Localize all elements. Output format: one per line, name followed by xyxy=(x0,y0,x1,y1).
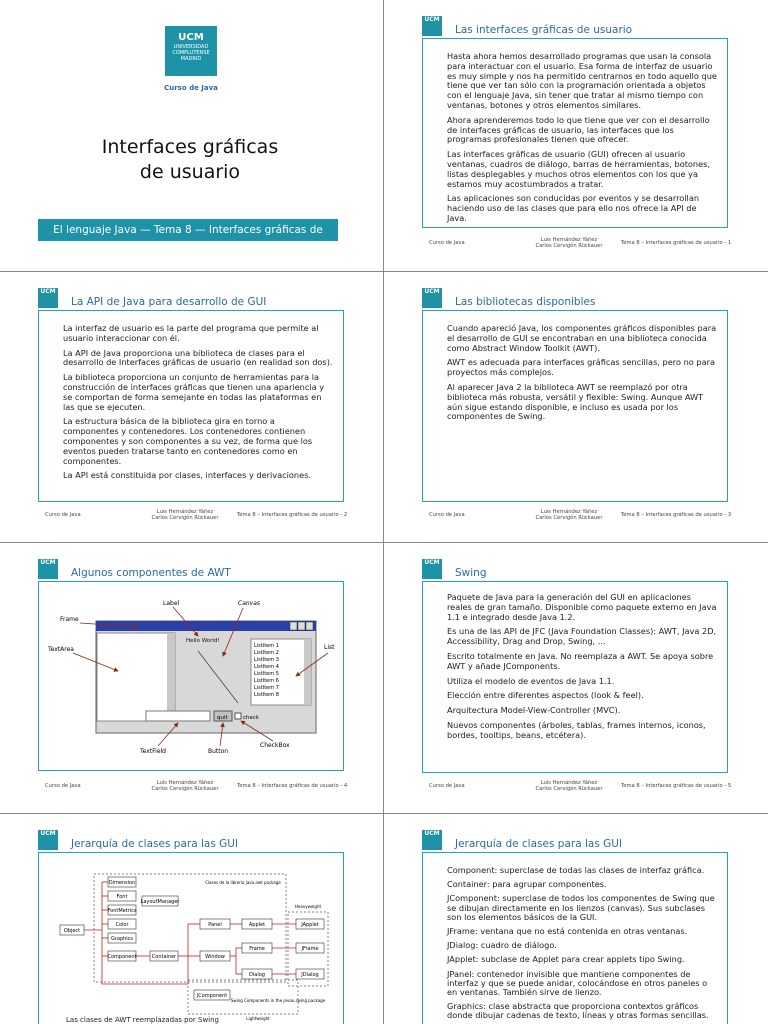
awt-note: Clases de la librería java.awt package xyxy=(205,880,281,885)
slide-text xyxy=(63,324,333,486)
footer-authors xyxy=(524,780,614,792)
slide-title: Jerarquía de clases para las GUI xyxy=(71,838,239,850)
slide-text xyxy=(447,866,717,1024)
paragraph: Paquete de Java para la generación del GUI en aplicaciones reales de gran tamaño. Disponible como paquete externo en Java 1.1 e integrado desde Java 1.2. xyxy=(447,592,717,622)
node-container xyxy=(150,951,178,961)
topic-banner: El lenguaje Java — Tema 8 — Interfaces gráficas de usuario xyxy=(38,219,338,241)
heavyweight-note: Heavyweight xyxy=(294,904,322,909)
ucm-logo xyxy=(422,559,442,579)
textfield-callout: TextField xyxy=(140,748,166,755)
node-label: Object xyxy=(63,928,81,934)
paragraph: Escrito totalmente en Java. No reemplaza a AWT. Se apoya sobre AWT y añade JComponents. xyxy=(447,650,714,671)
list-scrollbar xyxy=(304,639,311,705)
slide-text xyxy=(447,324,717,427)
list-item: ListItem 7 xyxy=(254,685,279,691)
paragraph: Utiliza el modelo de eventos de Java 1.1. xyxy=(447,675,615,686)
textarea-scrollbar xyxy=(167,633,175,721)
paragraph: Graphics: clase abstracta que proporciona contextos gráficos donde dibujar cadenas de texto, líneas y otras formas sencillas. xyxy=(447,1001,709,1021)
author: Carlos Cervigón Rückauer xyxy=(151,515,219,521)
check-label: check xyxy=(243,715,260,721)
slide-title: Algunos componentes de AWT xyxy=(71,567,231,579)
author: Luis Hernández Yáñez xyxy=(540,509,598,515)
author: Luis Hernández Yáñez xyxy=(156,509,214,515)
logo-text: UCM xyxy=(424,830,440,837)
ucm-logo xyxy=(38,559,58,579)
slide-interfaces xyxy=(384,0,766,270)
node-dimension xyxy=(108,877,136,887)
paragraph: Container: para agrupar componentes. xyxy=(447,879,607,890)
footer-page xyxy=(621,240,731,246)
ucm-logo xyxy=(38,288,58,308)
node-label: LayoutManager xyxy=(140,899,180,905)
list-items xyxy=(254,643,279,698)
page-number: 2 xyxy=(343,512,348,518)
logo-text: UCM xyxy=(424,288,440,295)
node-label: Graphics xyxy=(110,936,134,942)
ucm-logo xyxy=(165,26,217,76)
node-label: JComponent xyxy=(196,993,228,999)
slide-title: La API de Java para desarrollo de GUI xyxy=(71,296,267,308)
node-label: Dimension xyxy=(108,880,136,886)
paragraph: La estructura básica de la biblioteca gira en torno a componentes y contenedores. Los contenedores contienen componentes y son componentes a su vez, de forma que los eventos pueden tratarse tanto en contenedores como en componentes. xyxy=(63,416,313,466)
footer-authors xyxy=(524,237,614,249)
node-label: Dialog xyxy=(249,972,265,978)
paragraph: JApplet: subclase de Applet para crear applets tipo Swing. xyxy=(447,954,685,965)
node-color xyxy=(108,919,136,929)
label-callout: Label xyxy=(163,600,180,607)
slide-libraries xyxy=(384,272,766,542)
paragraph: La biblioteca proporciona un conjunto de herramientas para la construcción de interfaces gráficas que tienen una apariencia y se comportan de forma semejante en todas las plataformas en las que se ejecuten. xyxy=(63,372,325,412)
node-font xyxy=(108,891,136,901)
node-fontmetrics xyxy=(107,905,136,915)
paragraph: Ahora aprenderemos todo lo que tiene que ver con el desarrollo de interfaces gráficas de usuario, las interfaces que los programas profesionales tienen que ofrecer. xyxy=(447,114,710,145)
swing-note: Swing Components in the javax.swing package xyxy=(230,998,326,1003)
paragraph: Component: superclase de todas las clases de interfaz gráfica. xyxy=(447,865,705,875)
node-label: Component xyxy=(107,954,137,960)
node-jframe xyxy=(296,943,324,953)
node-window xyxy=(200,951,230,961)
footer-topic: Tema 8 – Interfaces gráficas de usuario - xyxy=(621,783,728,789)
paragraph: Arquitectura Model-View-Controller (MVC). xyxy=(447,705,621,716)
slide-swing xyxy=(384,543,766,813)
paragraph: JPanel: contenedor invisible que mantiene componentes de interfaz y que se puede anidar, colocándose en otros paneles o en ventanas. También sirve de lienzo. xyxy=(447,968,708,998)
node-frame xyxy=(242,943,272,953)
page-number: 3 xyxy=(727,512,732,518)
node-graphics xyxy=(108,933,136,943)
slide-title: Jerarquía de clases para las GUI xyxy=(455,838,623,850)
node-label: Font xyxy=(116,894,128,900)
node-label: Color xyxy=(115,922,129,928)
list-item: ListItem 1 xyxy=(254,643,279,649)
main-title xyxy=(40,135,340,185)
node-panel xyxy=(200,919,230,929)
paragraph: Hasta ahora hemos desarrollado programas que usan la consola para interactuar con el usuario. Esa forma de interfaz de usuario es muy simple y nos ha permitido centrarnos en todo aquello que tiene que ver tan sólo con la programación orientada a objetos con el lenguaje Java, sin tener que tratar al mismo tiempo con ventanas, botones y otros elementos similares. xyxy=(447,51,717,110)
node-label: Panel xyxy=(208,922,222,928)
node-object xyxy=(60,925,84,935)
logo-subtext: UNIVERSIDAD COMPLUTENSE MADRID xyxy=(172,44,210,62)
node-jcomponent xyxy=(194,990,230,1000)
node-layoutmanager xyxy=(141,896,181,906)
node-label: Frame xyxy=(249,946,265,952)
footer-authors xyxy=(140,780,230,792)
list-item: ListItem 3 xyxy=(254,657,279,663)
footer-page xyxy=(237,512,347,518)
paragraph: Es una de las API de JFC (Java Foundation Classes): AWT, Java 2D, Accessibility, Drag and Drop, Swing, ... xyxy=(447,626,717,647)
close-icon xyxy=(306,622,313,630)
list-item: ListItem 4 xyxy=(254,664,279,670)
slide-text xyxy=(447,593,717,746)
paragraph: Las interfaces gráficas de usuario (GUI) ofrecen al usuario ventanas, cuadros de diálogo, barras de herramientas, botones, listas desplegables y muchos otros elementos con los que ya estamos muy acostumbrados a tratar. xyxy=(447,149,711,189)
lightweight-note: Lightweight xyxy=(246,1016,270,1021)
paragraph: Las aplicaciones son conducidas por eventos y se desarrollan haciendo uso de las clases que para ello nos ofrece la API de Java. xyxy=(447,193,700,223)
footer-course: Curso de Java xyxy=(429,240,465,246)
paragraph: La API de Java proporciona una biblioteca de clases para el desarrollo de Interfaces gráficas de usuario (en realidad son dos). xyxy=(63,347,333,368)
title-line-1: Interfaces gráficas xyxy=(101,136,279,158)
list-callout: List xyxy=(324,644,335,651)
footer-page xyxy=(621,783,731,789)
frame-callout: Frame xyxy=(60,616,79,623)
node-label: FontMetrics xyxy=(107,908,137,914)
textarea-widget xyxy=(97,633,175,721)
class-nodes xyxy=(60,877,324,1000)
footer-page xyxy=(237,783,347,789)
paragraph: La API está constituida por clases, interfaces y derivaciones. xyxy=(63,470,312,481)
canvas-callout: Canvas xyxy=(238,600,261,607)
page-number: 4 xyxy=(343,783,348,789)
slide-title: Swing xyxy=(455,567,487,579)
slide-title xyxy=(0,0,382,270)
author: Luis Hernández Yáñez xyxy=(540,780,598,786)
title-line-2: de usuario xyxy=(139,161,241,183)
list-item: ListItem 2 xyxy=(254,650,279,656)
logo-text: UCM xyxy=(424,559,440,566)
author: Carlos Cervigón Rückauer xyxy=(535,786,603,792)
page-number: 1 xyxy=(727,240,732,246)
slide-hierarchy-text xyxy=(384,814,766,1024)
page-number: 5 xyxy=(727,783,732,789)
node-label: Container xyxy=(151,954,177,960)
paragraph: JFrame: ventana que no está contenida en otras ventanas. xyxy=(447,926,688,937)
hierarchy-diagram xyxy=(38,852,344,1024)
paragraph: JDialog: cuadro de diálogo. xyxy=(447,940,557,951)
quit-label: quit xyxy=(217,715,228,721)
checkbox-widget xyxy=(235,713,241,719)
logo-text: UCM xyxy=(40,559,56,566)
logo-text: UCM xyxy=(424,16,440,23)
ucm-logo xyxy=(422,830,442,850)
ucm-logo xyxy=(422,288,442,308)
author: Carlos Cervigón Rückauer xyxy=(535,515,603,521)
paragraph: La interfaz de usuario es la parte del programa que permite al usuario interaccionar con él. xyxy=(63,323,319,343)
author: Carlos Cervigón Rückauer xyxy=(151,786,219,792)
minimize-icon xyxy=(290,622,297,630)
textarea-callout: TextArea xyxy=(48,646,74,653)
footer-authors xyxy=(140,509,230,521)
node-japplet xyxy=(296,919,324,929)
awt-diagram xyxy=(38,581,344,771)
slide-hierarchy-diagram xyxy=(0,814,382,1024)
hello-label: Hello World! xyxy=(186,638,220,644)
footer-course: Curso de Java xyxy=(429,783,465,789)
footer-course: Curso de Java xyxy=(45,512,81,518)
ucm-logo xyxy=(422,16,442,36)
node-label: Applet xyxy=(248,922,266,928)
slide-title: Las bibliotecas disponibles xyxy=(455,296,596,308)
footer-topic: Tema 8 – Interfaces gráficas de usuario - xyxy=(621,512,728,518)
author: Luis Hernández Yáñez xyxy=(540,237,598,243)
list-item: ListItem 6 xyxy=(254,678,279,684)
paragraph: Elección entre diferentes aspectos (look & feel). xyxy=(447,690,644,701)
footer-authors xyxy=(524,509,614,521)
paragraph: AWT es adecuada para interfaces gráficas sencillas, pero no para proyectos más complejos. xyxy=(447,357,715,378)
textfield-widget xyxy=(146,711,210,721)
ucm-logo xyxy=(38,830,58,850)
paragraph: Al aparecer Java 2 la biblioteca AWT se reemplazó por otra biblioteca más robusta, versátil y flexible: Swing. Aunque AWT aún sigue estando disponible, e incluso es usada por los componentes de Swing. xyxy=(447,381,704,422)
node-jdialog xyxy=(296,969,324,979)
paragraph: Cuando apareció Java, los componentes gráficos disponibles para el desarrollo de GUI se encontraban en una biblioteca conocida como Abstract Window Toolkit (AWT). xyxy=(447,323,717,353)
course-label: Curso de Java xyxy=(164,84,218,92)
slide-text xyxy=(447,52,717,229)
slide-awt-components xyxy=(0,543,382,813)
logo-text: UCM xyxy=(40,830,56,837)
slide-title: Las interfaces gráficas de usuario xyxy=(455,24,633,36)
node-component xyxy=(107,951,136,961)
paragraph: Nuevos componentes (árboles, tablas, frames internos, iconos, bordes, tooltips, beans, etcétera). xyxy=(447,719,706,740)
author: Luis Hernández Yáñez xyxy=(156,780,214,786)
footer-course: Curso de Java xyxy=(429,512,465,518)
logo-text: UCM xyxy=(178,32,204,43)
node-dialog xyxy=(242,969,272,979)
author: Carlos Cervigón Rückauer xyxy=(535,243,603,249)
node-label: Window xyxy=(205,954,225,960)
node-applet xyxy=(242,919,272,929)
node-label: JDialog xyxy=(301,972,319,978)
footer-page xyxy=(621,512,731,518)
slide-api xyxy=(0,272,382,542)
footer-course: Curso de Java xyxy=(45,783,81,789)
footer-topic: Tema 8 – Interfaces gráficas de usuario - xyxy=(237,512,344,518)
maximize-icon xyxy=(298,622,305,630)
node-label: JApplet xyxy=(301,922,319,928)
footer-topic: Tema 8 – Interfaces gráficas de usuario - xyxy=(237,783,344,789)
footer-topic: Tema 8 – Interfaces gráficas de usuario - xyxy=(621,240,728,246)
node-label: JFrame xyxy=(301,946,319,952)
list-item: ListItem 8 xyxy=(254,692,279,698)
list-item: ListItem 5 xyxy=(254,671,279,677)
diagram-caption: Las clases de AWT reemplazadas por Swing xyxy=(66,1016,219,1024)
logo-text: UCM xyxy=(40,288,56,295)
paragraph: JComponent: superclase de todos los componentes de Swing que se dibujan directamente en los lienzos (canvas). Sus subclases son los elementos básicos de la GUI. xyxy=(447,893,715,922)
checkbox-callout: CheckBox xyxy=(260,742,290,749)
button-callout: Button xyxy=(208,748,229,755)
